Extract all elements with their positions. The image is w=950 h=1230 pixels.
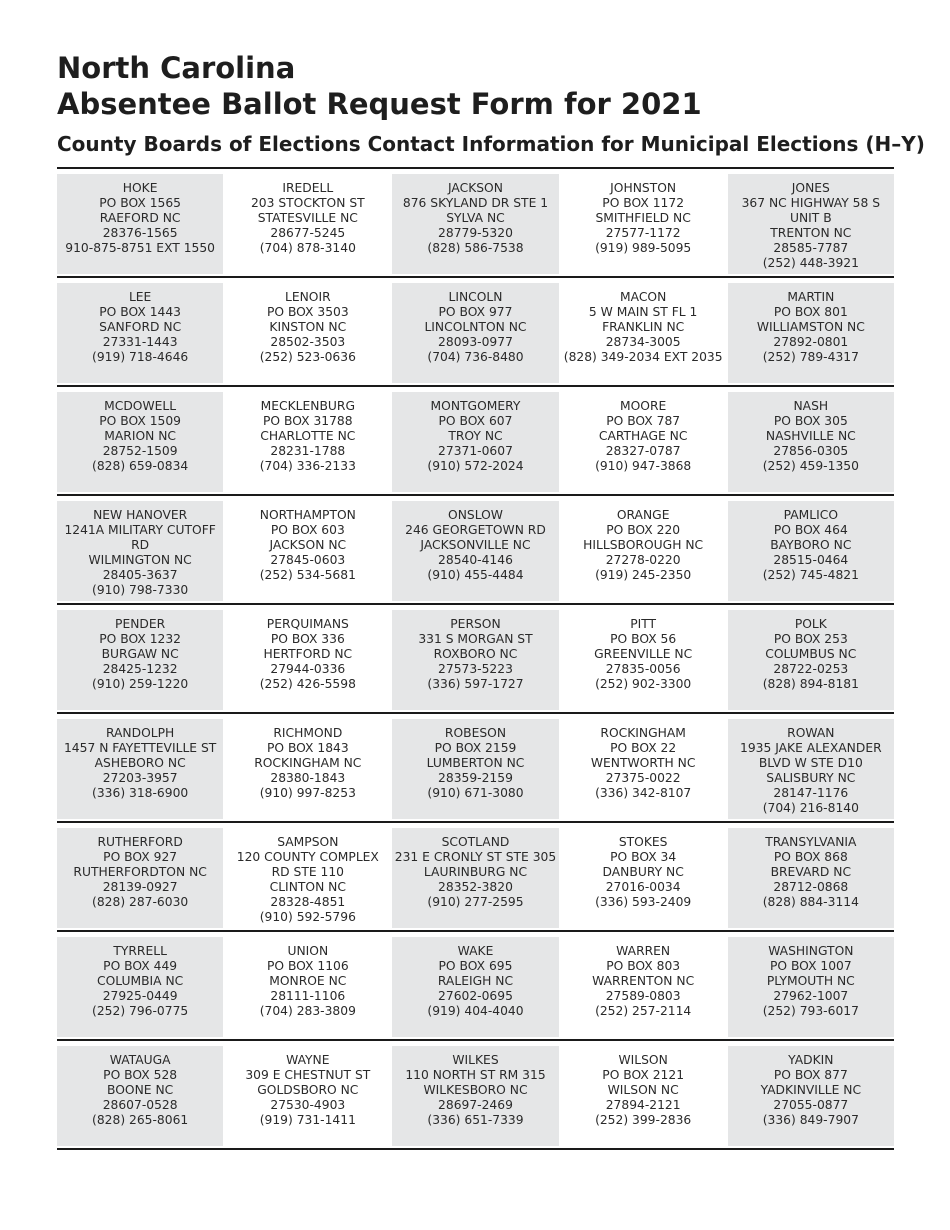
table-divider (57, 1148, 894, 1150)
county-contact-line: ASHEBORO NC (94, 756, 186, 770)
county-contact-line: PO BOX 607 (438, 414, 513, 428)
county-contact-line: 28376-1565 (102, 226, 178, 240)
county-cell (392, 392, 558, 492)
county-contact-line: (336) 318-6900 (92, 786, 189, 800)
county-name: WILSON (618, 1053, 668, 1067)
county-name: PAMLICO (783, 508, 839, 522)
county-contact-line: 27573-5223 (438, 662, 513, 676)
county-name: STOKES (618, 835, 668, 849)
county-contact-line: WILSON NC (607, 1083, 679, 1097)
county-contact-line: 203 STOCKTON ST (250, 196, 365, 210)
county-cell (728, 501, 894, 601)
county-cell (57, 392, 223, 492)
county-contact-line: PO BOX 31788 (263, 414, 353, 428)
county-contact-line: 27892-0801 (773, 335, 849, 349)
county-contact-line: (919) 989-5095 (595, 241, 692, 255)
county-contact-line: (910) 671-3080 (427, 786, 524, 800)
county-contact-line: 28380-1843 (270, 771, 346, 785)
county-contact-line: 28327-0787 (605, 444, 681, 458)
county-contact-line: PO BOX 3503 (266, 305, 349, 319)
county-contact-line: CLINTON NC (269, 880, 346, 894)
county-contact-line: GREENVILLE NC (594, 647, 693, 661)
county-contact-line: PO BOX 336 (270, 632, 345, 646)
county-name: PENDER (115, 617, 166, 631)
county-contact-line: 28734-3005 (605, 335, 681, 349)
county-contact-line: BLVD W STE D10 (758, 756, 863, 770)
county-name: MECKLENBURG (260, 399, 355, 413)
county-cell (560, 283, 726, 383)
county-contact-line: WILLIAMSTON NC (756, 320, 865, 334)
county-contact-line: CARTHAGE NC (598, 429, 688, 443)
county-contact-line: PO BOX 977 (438, 305, 513, 319)
county-cell (392, 501, 558, 601)
county-name: WAYNE (286, 1053, 330, 1067)
county-contact-line: BOONE NC (107, 1083, 174, 1097)
county-contact-line: COLUMBUS NC (765, 647, 857, 661)
county-cell (560, 828, 726, 928)
county-cell (728, 1046, 894, 1146)
county-contact-line: PO BOX 1509 (99, 414, 182, 428)
county-cell (560, 501, 726, 601)
county-contact-line: (336) 597-1727 (427, 677, 524, 691)
county-name: JACKSON (448, 181, 503, 195)
county-contact-line: PO BOX 1007 (769, 959, 852, 973)
county-contact-line: 1457 N FAYETTEVILLE ST (63, 741, 217, 755)
county-cell (225, 174, 391, 274)
county-name: MACON (620, 290, 667, 304)
county-cell (57, 283, 223, 383)
county-cell (728, 828, 894, 928)
county-contact-line: 28359-2159 (438, 771, 513, 785)
county-name: WASHINGTON (768, 944, 854, 958)
county-contact-line: (252) 796-0775 (92, 1004, 189, 1018)
county-contact-line: PLYMOUTH NC (766, 974, 855, 988)
county-contact-line: 231 E CRONLY ST STE 305 (394, 850, 557, 864)
county-contact-line: FRANKLIN NC (602, 320, 685, 334)
county-name: NASH (793, 399, 829, 413)
county-contact-line: PO BOX 1565 (99, 196, 182, 210)
county-contact-line: (252) 789-4317 (762, 350, 859, 364)
county-name: LINCOLN (448, 290, 503, 304)
county-cell (728, 174, 894, 274)
county-contact-line: (704) 216-8140 (762, 801, 859, 815)
county-contact-line: PO BOX 1232 (99, 632, 182, 646)
county-contact-line: 28607-0528 (102, 1098, 178, 1112)
county-cell (728, 719, 894, 819)
table-row (57, 1041, 894, 1148)
county-contact-line: GOLDSBORO NC (257, 1083, 359, 1097)
county-contact-line: PO BOX 787 (606, 414, 681, 428)
county-name: TYRRELL (113, 944, 167, 958)
county-cell (225, 937, 391, 1037)
county-contact-line: MONROE NC (269, 974, 347, 988)
county-contact-line: PO BOX 22 (610, 741, 677, 755)
county-cell (392, 937, 558, 1037)
county-contact-line: PO BOX 1172 (602, 196, 685, 210)
county-contact-line: 27055-0877 (773, 1098, 849, 1112)
county-contact-line: (919) 731-1411 (259, 1113, 356, 1127)
county-name: PERSON (450, 617, 501, 631)
county-contact-line: 28752-1509 (102, 444, 178, 458)
county-contact-line: PO BOX 2159 (434, 741, 517, 755)
county-contact-line: 27925-0449 (102, 989, 178, 1003)
county-contact-line: PO BOX 464 (773, 523, 848, 537)
county-contact-line: (910) 592-5796 (259, 910, 356, 924)
title-form-name: Absentee Ballot Request Form for 2021 (57, 87, 702, 121)
county-name: JOHNSTON (610, 181, 677, 195)
county-name: POLK (794, 617, 827, 631)
county-cell (560, 610, 726, 710)
county-cell (728, 610, 894, 710)
county-contact-line: 331 S MORGAN ST (418, 632, 533, 646)
county-cell (728, 283, 894, 383)
county-contact-line: YADKINVILLE NC (760, 1083, 862, 1097)
county-contact-line: WENTWORTH NC (590, 756, 696, 770)
county-name: JONES (791, 181, 830, 195)
county-name: WATAUGA (109, 1053, 171, 1067)
county-contact-line: TROY NC (448, 429, 503, 443)
county-contact-line: 27845-0603 (270, 553, 346, 567)
county-name: PERQUIMANS (266, 617, 349, 631)
county-contact-line: PO BOX 305 (773, 414, 848, 428)
county-contact-line: RALEIGH NC (437, 974, 514, 988)
county-contact-line: (828) 884-3114 (762, 895, 859, 909)
county-contact-line: 27856-0305 (773, 444, 849, 458)
county-name: RICHMOND (273, 726, 343, 740)
county-contact-line: WILKESBORO NC (423, 1083, 528, 1097)
county-contact-line: PO BOX 2121 (602, 1068, 685, 1082)
county-contact-line: PO BOX 449 (103, 959, 178, 973)
county-contact-line: NASHVILLE NC (765, 429, 856, 443)
county-contact-line: 1241A MILITARY CUTOFF (64, 523, 216, 537)
county-name: YADKIN (788, 1053, 834, 1067)
county-contact-line: (252) 459-1350 (762, 459, 859, 473)
county-contact-line: 28093-0977 (438, 335, 513, 349)
county-name: ROWAN (787, 726, 835, 740)
county-name: MONTGOMERY (430, 399, 521, 413)
county-contact-line: STATESVILLE NC (257, 211, 358, 225)
county-contact-line: (910) 572-2024 (427, 459, 524, 473)
county-contact-line: PO BOX 695 (438, 959, 513, 973)
page-title (57, 50, 702, 122)
county-name: LENOIR (284, 290, 331, 304)
county-contact-line: KINSTON NC (269, 320, 347, 334)
county-contact-line: (704) 283-3809 (259, 1004, 356, 1018)
county-contact-line: 27602-0695 (438, 989, 513, 1003)
county-contact-line: TRENTON NC (770, 226, 852, 240)
county-contact-line: 27203-3957 (102, 771, 178, 785)
county-contact-line: 876 SKYLAND DR STE 1 (402, 196, 549, 210)
county-contact-line: 27530-4903 (270, 1098, 346, 1112)
county-contact-line: (828) 586-7538 (427, 241, 524, 255)
county-contact-line: (910) 259-1220 (92, 677, 189, 691)
county-contact-line: 28722-0253 (773, 662, 849, 676)
county-name: ROBESON (444, 726, 507, 740)
county-contact-line: 27016-0034 (605, 880, 681, 894)
county-contact-line: 28231-1788 (270, 444, 346, 458)
county-contact-line: RD (131, 538, 150, 552)
county-contact-line: (252) 523-0636 (259, 350, 356, 364)
county-contact-line: PO BOX 1443 (99, 305, 182, 319)
county-contact-line: 27944-0336 (270, 662, 346, 676)
county-contact-line: (828) 659-0834 (92, 459, 189, 473)
county-contact-line: SYLVA NC (446, 211, 505, 225)
county-contact-line: PO BOX 1843 (266, 741, 349, 755)
county-cell (560, 392, 726, 492)
county-contact-line: PO BOX 528 (103, 1068, 178, 1082)
county-contact-line: SMITHFIELD NC (595, 211, 691, 225)
county-cell (560, 719, 726, 819)
county-contact-line: 28502-3503 (270, 335, 346, 349)
county-name: MARTIN (787, 290, 835, 304)
county-contact-line: (910) 277-2595 (427, 895, 524, 909)
county-contact-line: 28405-3637 (102, 568, 178, 582)
county-name: WARREN (616, 944, 671, 958)
county-contact-line: (828) 265-8061 (92, 1113, 189, 1127)
county-name: ORANGE (616, 508, 670, 522)
county-name: TRANSYLVANIA (765, 835, 857, 849)
county-name: IREDELL (282, 181, 334, 195)
county-name: NEW HANOVER (93, 508, 188, 522)
county-cell (392, 283, 558, 383)
county-cell (392, 828, 558, 928)
county-contact-line: (828) 287-6030 (92, 895, 189, 909)
county-contact-line: 28697-2469 (438, 1098, 513, 1112)
county-cell (560, 937, 726, 1037)
county-name: MCDOWELL (104, 399, 177, 413)
county-contact-line: COLUMBIA NC (96, 974, 184, 988)
county-cell (225, 501, 391, 601)
county-contact-line: (252) 257-2114 (595, 1004, 692, 1018)
county-contact-line: (910) 455-4484 (427, 568, 524, 582)
county-contact-line: PO BOX 801 (773, 305, 848, 319)
page-subtitle: County Boards of Elections Contact Information for Municipal Elections (H–Y) (57, 132, 925, 156)
county-contact-line: (336) 342-8107 (595, 786, 692, 800)
county-contact-line: PO BOX 34 (610, 850, 677, 864)
county-contact-line: SALISBURY NC (766, 771, 856, 785)
table-row (57, 605, 894, 712)
county-contact-line: (252) 448-3921 (762, 256, 859, 270)
county-contact-line: HILLSBOROUGH NC (583, 538, 704, 552)
county-contact-line: (828) 349-2034 EXT 2035 (563, 350, 723, 364)
county-name: PITT (630, 617, 657, 631)
county-name: HOKE (122, 181, 158, 195)
county-contact-line: (252) 745-4821 (762, 568, 859, 582)
county-contact-line: LUMBERTON NC (426, 756, 525, 770)
county-contact-line: 28425-1232 (102, 662, 178, 676)
county-contact-line: 120 COUNTY COMPLEX (236, 850, 379, 864)
county-name: WILKES (452, 1053, 499, 1067)
county-contact-line: (336) 849-7907 (762, 1113, 859, 1127)
county-contact-line: PO BOX 56 (610, 632, 677, 646)
county-contact-line: 28139-0927 (102, 880, 178, 894)
table-row (57, 387, 894, 494)
county-contact-line: UNIT B (789, 211, 832, 225)
county-contact-line: (252) 902-3300 (595, 677, 692, 691)
county-contact-line: (919) 718-4646 (92, 350, 189, 364)
county-contact-line: LAURINBURG NC (423, 865, 528, 879)
county-contact-line: 28779-5320 (438, 226, 513, 240)
county-contact-line: PO BOX 927 (103, 850, 178, 864)
county-contact-line: (919) 245-2350 (595, 568, 692, 582)
county-contact-line: WILMINGTON NC (88, 553, 192, 567)
county-contact-line: 28352-3820 (438, 880, 513, 894)
county-cell (57, 719, 223, 819)
county-contact-line: PO BOX 877 (773, 1068, 848, 1082)
county-contact-line: (910) 798-7330 (92, 583, 189, 597)
county-contact-line: 246 GEORGETOWN RD (405, 523, 546, 537)
county-cell (225, 283, 391, 383)
county-contact-line: (252) 426-5598 (259, 677, 356, 691)
county-contact-line: 28147-1176 (773, 786, 849, 800)
county-cell (392, 719, 558, 819)
county-contact-line: 28712-0868 (773, 880, 849, 894)
county-contact-line: 28585-7787 (773, 241, 849, 255)
county-contact-line: RUTHERFORDTON NC (73, 865, 207, 879)
county-name: ROCKINGHAM (600, 726, 686, 740)
county-name: MOORE (620, 399, 667, 413)
county-cell (728, 937, 894, 1037)
county-name: UNION (287, 944, 329, 958)
county-contact-line: 110 NORTH ST RM 315 (405, 1068, 546, 1082)
county-contact-line: (910) 997-8253 (259, 786, 356, 800)
county-cell (57, 937, 223, 1037)
county-contact-line: 27577-1172 (605, 226, 681, 240)
county-cell (57, 174, 223, 274)
county-contact-line: 309 E CHESTNUT ST (245, 1068, 371, 1082)
county-contact-line: (252) 399-2836 (595, 1113, 692, 1127)
table-row (57, 169, 894, 276)
county-contact-line: 27962-1007 (773, 989, 849, 1003)
county-contact-line: PO BOX 603 (270, 523, 345, 537)
county-contact-line: RD STE 110 (271, 865, 344, 879)
county-contact-line: PO BOX 1106 (266, 959, 349, 973)
county-contact-line: PO BOX 220 (606, 523, 681, 537)
county-cell (225, 610, 391, 710)
county-contact-line: LINCOLNTON NC (424, 320, 527, 334)
county-contact-line: JACKSON NC (269, 538, 347, 552)
county-contact-line: ROXBORO NC (433, 647, 518, 661)
county-name: LEE (128, 290, 152, 304)
table-row (57, 496, 894, 603)
county-contact-line: 910-875-8751 EXT 1550 (65, 241, 215, 255)
county-contact-line: HERTFORD NC (263, 647, 353, 661)
county-contact-line: SANFORD NC (99, 320, 182, 334)
county-contact-line: ROCKINGHAM NC (254, 756, 362, 770)
county-contact-line: 27278-0220 (605, 553, 681, 567)
table-row (57, 823, 894, 930)
county-contact-line: 27375-0022 (605, 771, 681, 785)
county-contact-line: 28515-0464 (773, 553, 849, 567)
county-contact-line: 367 NC HIGHWAY 58 S (741, 196, 881, 210)
county-cell (57, 1046, 223, 1146)
county-contact-table (57, 167, 894, 1150)
county-cell (728, 392, 894, 492)
county-contact-line: WARRENTON NC (592, 974, 695, 988)
county-contact-line: 27835-0056 (605, 662, 681, 676)
county-contact-line: (336) 593-2409 (595, 895, 692, 909)
county-contact-line: BREVARD NC (770, 865, 852, 879)
county-cell (560, 174, 726, 274)
county-cell (392, 1046, 558, 1146)
county-contact-line: 27331-1443 (102, 335, 178, 349)
county-cell (57, 828, 223, 928)
county-cell (392, 174, 558, 274)
county-name: SCOTLAND (441, 835, 510, 849)
county-contact-line: (336) 651-7339 (427, 1113, 524, 1127)
county-contact-line: 5 W MAIN ST FL 1 (588, 305, 698, 319)
county-name: NORTHAMPTON (259, 508, 356, 522)
county-contact-line: 1935 JAKE ALEXANDER (740, 741, 882, 755)
county-name: RUTHERFORD (97, 835, 183, 849)
county-contact-line: DANBURY NC (602, 865, 684, 879)
county-cell (392, 610, 558, 710)
county-contact-line: PO BOX 868 (773, 850, 848, 864)
county-contact-line: (252) 793-6017 (762, 1004, 859, 1018)
county-contact-line: RAEFORD NC (99, 211, 181, 225)
county-contact-line: (252) 534-5681 (259, 568, 356, 582)
county-contact-line: MARION NC (104, 429, 177, 443)
county-contact-line: JACKSONVILLE NC (420, 538, 531, 552)
county-cell (225, 1046, 391, 1146)
county-name: RANDOLPH (105, 726, 175, 740)
county-name: WAKE (457, 944, 494, 958)
county-cell (560, 1046, 726, 1146)
county-contact-line: 27589-0803 (605, 989, 681, 1003)
county-cell (225, 392, 391, 492)
county-contact-line: (910) 947-3868 (595, 459, 692, 473)
table-row (57, 278, 894, 385)
county-contact-line: BURGAW NC (101, 647, 179, 661)
county-contact-line: (704) 336-2133 (259, 459, 356, 473)
county-cell (225, 828, 391, 928)
county-cell (57, 610, 223, 710)
county-name: ONSLOW (448, 508, 503, 522)
county-contact-line: PO BOX 253 (773, 632, 848, 646)
county-contact-line: 27371-0607 (438, 444, 513, 458)
county-contact-line: PO BOX 803 (606, 959, 681, 973)
county-contact-line: (704) 736-8480 (427, 350, 524, 364)
table-row (57, 932, 894, 1039)
county-contact-line: (828) 894-8181 (762, 677, 859, 691)
county-contact-line: 28328-4851 (270, 895, 346, 909)
county-contact-line: (704) 878-3140 (259, 241, 356, 255)
county-cell (57, 501, 223, 601)
county-cell (225, 719, 391, 819)
county-contact-line: (919) 404-4040 (427, 1004, 524, 1018)
county-contact-line: 28677-5245 (270, 226, 346, 240)
county-contact-line: 27894-2121 (605, 1098, 681, 1112)
title-state: North Carolina (57, 51, 296, 85)
county-contact-line: CHARLOTTE NC (260, 429, 356, 443)
county-name: SAMPSON (277, 835, 339, 849)
table-row (57, 714, 894, 821)
county-contact-line: 28540-4146 (438, 553, 513, 567)
county-contact-line: 28111-1106 (270, 989, 346, 1003)
county-contact-line: BAYBORO NC (770, 538, 852, 552)
